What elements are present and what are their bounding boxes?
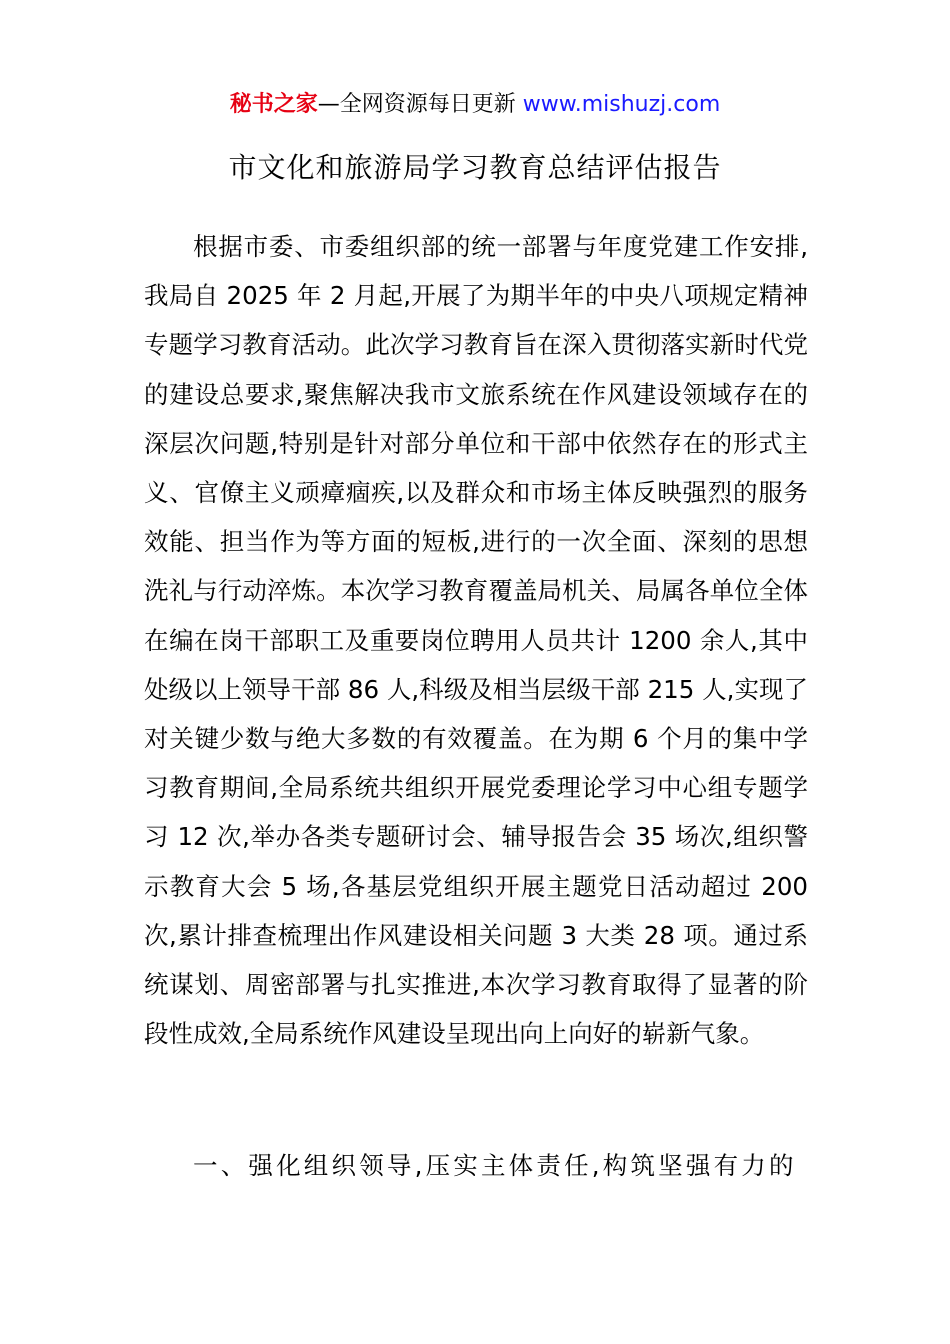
header-tagline: —全网资源每日更新 bbox=[317, 92, 523, 117]
document-title: 市文化和旅游局学习教育总结评估报告 bbox=[228, 151, 722, 184]
section-heading: 一、强化组织领导,压实主体责任,构筑坚强有力的 bbox=[193, 1151, 797, 1180]
brand-name: 秘书之家 bbox=[229, 92, 318, 117]
site-url-link[interactable]: www.mishuzj.com bbox=[522, 92, 721, 117]
site-header bbox=[0, 88, 950, 122]
body-paragraph: 根据市委、市委组织部的统一部署与年度党建工作安排,我局自 2025 年 2 月起,开展了为期半年的中央八项规定精神专题学习教育活动。此次学习教育旨在深入贯彻落实新时代党的建设总要求,聚焦解决我市文旅系统在作风建设领域存在的深层次问题,特别是针对部分单位和干部中依然存在的形式主义、官僚主义顽瘴痼疾,以及群众和市场主体反映强烈的服务效能、担当作为等方面的短板,进行的一次全面、深刻的思想洗礼与行动淬炼。本次学习教育覆盖局机关、局属各单位全体在编在岗干部职工及重要岗位聘用人员共计 1200 余人,其中处级以上领导干部 86 人,科级及相当层级干部 215 人,实现了对关键少数与绝大多数的有效覆盖。在为期 6 个月的集中学习教育期间,全局系统共组织开展党委理论学习中心组专题学习 12 次,举办各类专题研讨会、辅导报告会 35 场次,组织警示教育大会 5 场,各基层党组织开展主题党日活动超过 200 次,累计排查梳理出作风建设相关问题 3 大类 28 项。通过系统谋划、周密部署与扎实推进,本次学习教育取得了显著的阶段性成效,全局系统作风建设呈现出向上向好的崭新气象。 bbox=[144, 232, 808, 1049]
